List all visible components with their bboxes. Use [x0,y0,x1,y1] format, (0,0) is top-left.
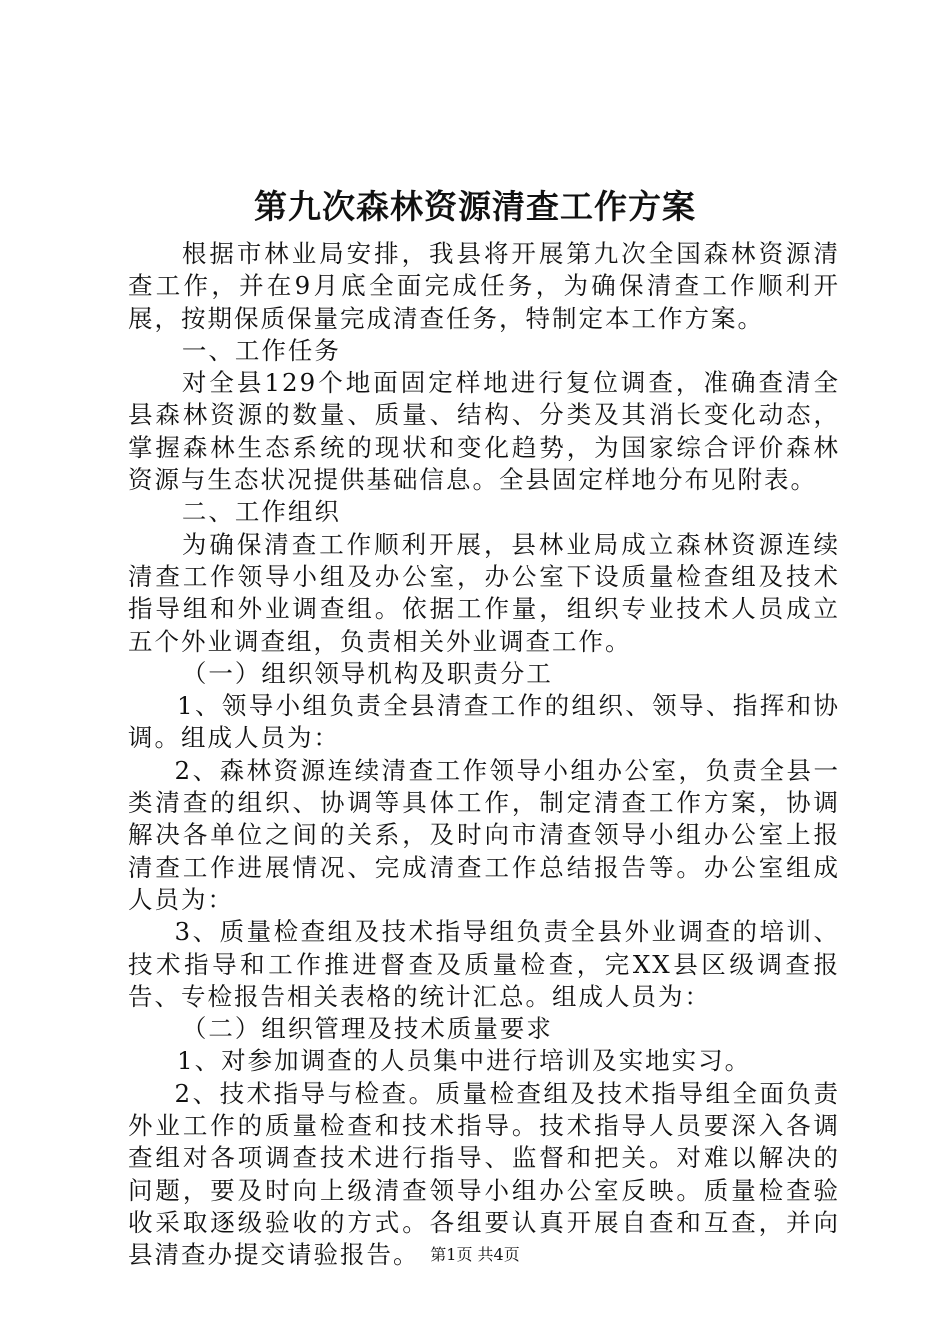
subheading-leadership: （一）组织领导机构及职责分工 [181,658,553,688]
list-item-technical-guidance: 2、技术指导与检查。质量检查组及技术指导组全面负责外业工作的质量检查和技术指导。技术指导人员要深入各调查组对各项调查技术进行指导、监督和把关。对难以解决的问题，要及时向上级清查领导小组办公室反映。质量检查验收采取逐级验收的方式。各组要认真开展自查和互查，并向县清查办提交请验报告。 [128,1078,840,1270]
subheading-management: （二）组织管理及技术质量要求 [181,1014,553,1044]
paragraph-work-task: 对全县129个地面固定样地进行复位调查，准确查清全县森林资源的数量、质量、结构、分类及其消长变化动态，掌握森林生态系统的现状和变化趋势，为国家综合评价森林资源与生态状况提供基础信息。全县固定样地分布见附表。 [128,368,840,495]
document-title: 第九次森林资源清查工作方案 [254,187,696,226]
heading-work-organization: 二、工作组织 [181,497,341,527]
list-item-quality-check: 3、质量检查组及技术指导组负责全县外业调查的培训、技术指导和工作推进督查及质量检查，完XX县区级调查报告、专检报告相关表格的统计汇总。组成人员为： [128,917,840,1011]
list-item-training: 1、对参加调查的人员集中进行培训及实地实习。 [177,1046,752,1076]
paragraph-work-organization: 为确保清查工作顺利开展，县林业局成立森林资源连续清查工作领导小组及办公室，办公室下设质量检查组及技术指导组和外业调查组。依据工作量，组织专业技术人员成立五个外业调查组，负责相关外业调查工作。 [128,529,840,656]
paragraph-intro: 根据市林业局安排，我县将开展第九次全国森林资源清查工作，并在9月底全面完成任务，为确保清查工作顺利开展，按期保质保量完成清查任务，特制定本工作方案。 [128,239,840,333]
heading-work-task: 一、工作任务 [181,335,341,365]
list-item-leadership-group: 1、领导小组负责全县清查工作的组织、领导、指挥和协调。组成人员为： [128,691,840,753]
list-item-office: 2、森林资源连续清查工作领导小组办公室，负责全县一类清查的组织、协调等具体工作，制定清查工作方案，协调解决各单位之间的关系，及时向市清查领导小组办公室上报清查工作进展情况、完成清查工作总结报告等。办公室组成人员为： [128,755,840,914]
document-body [128,238,840,1272]
page-footer: 第1页 共4页 [430,1245,520,1264]
